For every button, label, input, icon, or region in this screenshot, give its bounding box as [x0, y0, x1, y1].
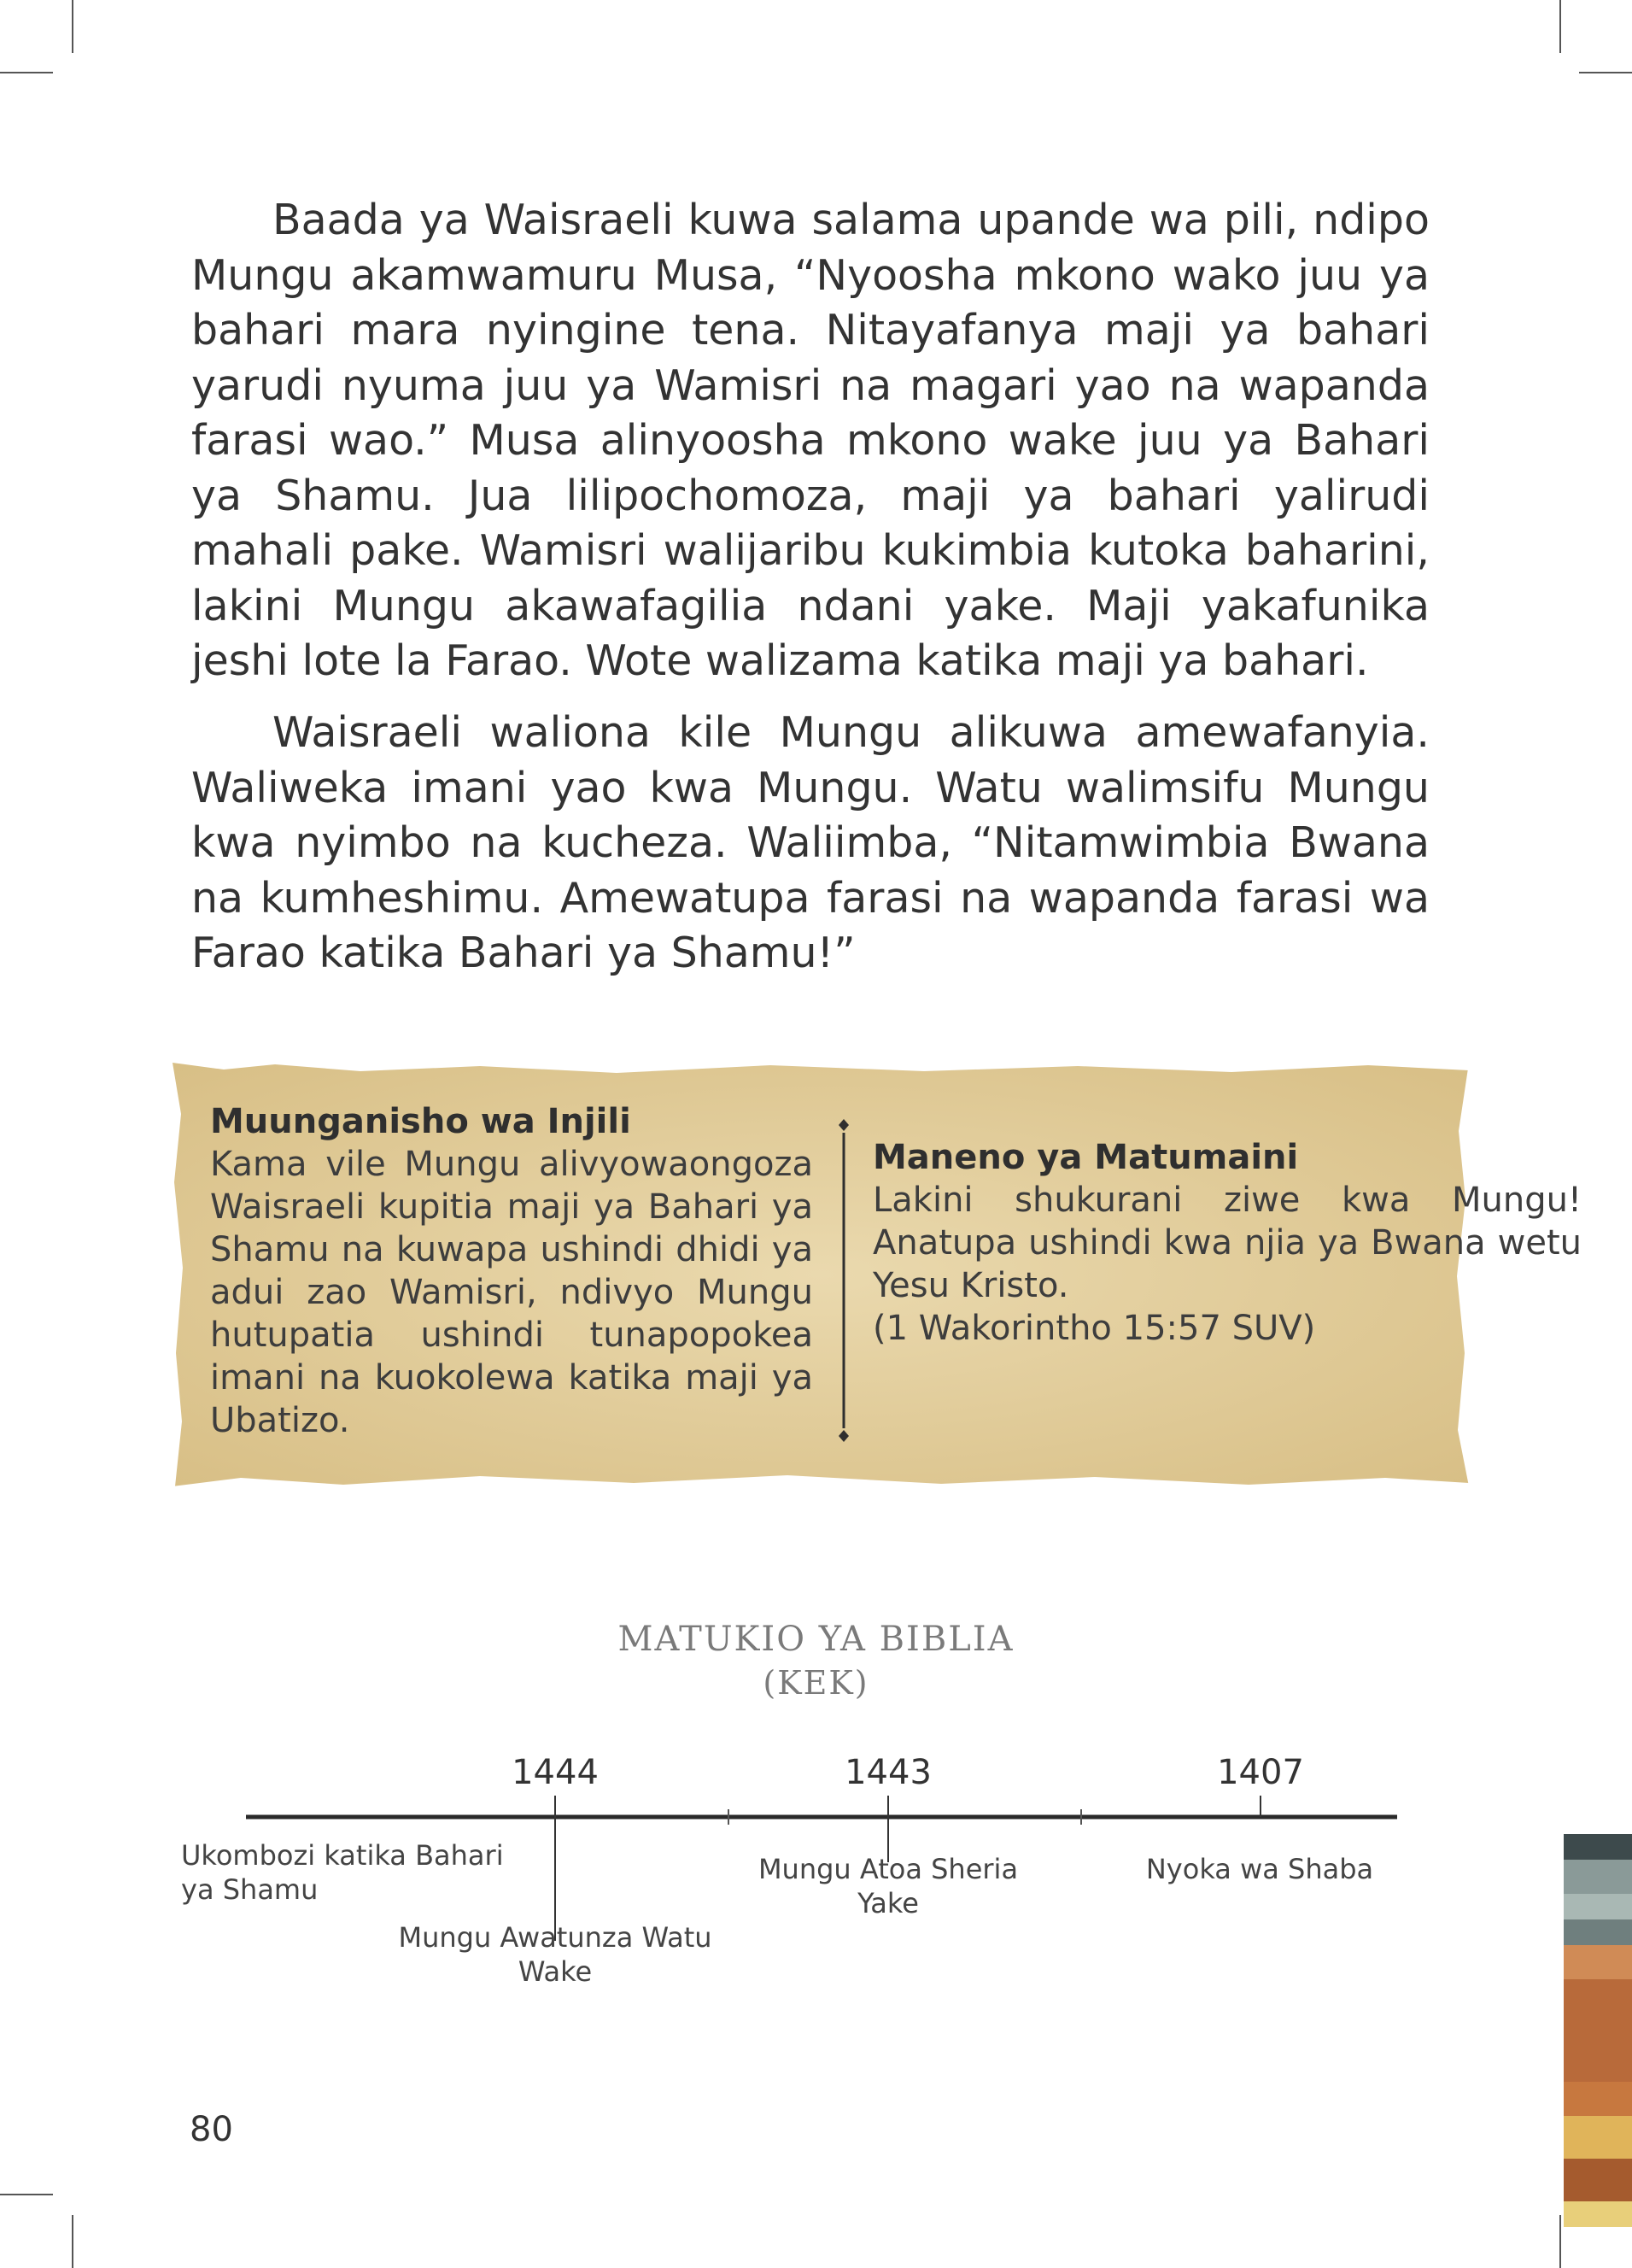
- crop-mark: [1559, 2215, 1561, 2268]
- scripture-reference: (1 Wakorintho 15:57 SUV): [873, 1309, 1316, 1348]
- timeline-event: Nyoka wa Shaba: [1145, 1853, 1374, 1885]
- crop-mark: [72, 2215, 73, 2268]
- timeline-event: Ukombozi katika Bahari ya Shamu: [181, 1839, 504, 1906]
- gospel-connection-box: [173, 1063, 1582, 1486]
- words-of-hope-text: Lakini shukurani ziwe kwa Mungu! Anatupa ushindi kwa njia ya Bwana wetu Yesu Kristo.: [873, 1181, 1582, 1305]
- timeline-title: MATUKIO YA BIBLIA: [617, 1620, 1015, 1659]
- paragraph-text: Baada ya Waisraeli kuwa salama upande wa pili, ndipo Mungu akamwamuru Musa, “Nyoosha mkono wako juu ya bahari mara nyingine tena. Nitayafanya maji ya bahari yarudi nyuma juu ya Wamisri na magari yao na wapanda farasi wao.” Musa alinyoosha mkono wake juu ya Bahari ya Shamu. Jua lilipochomoza, maji ya bahari yalirudi mahali pake. Wamisri walijaribu kukimbia kutoka baharini, lakini Mungu akawafagilia ndani yake. Maji yakafunika jeshi lote la Farao. Wote walizama katika maji ya bahari.: [191, 196, 1430, 685]
- crop-mark: [1559, 0, 1561, 53]
- story-paragraph-1: [191, 193, 1430, 689]
- timeline-year: 1443: [845, 1753, 932, 1792]
- crop-mark: [1579, 72, 1632, 73]
- timeline-year: 1407: [1217, 1753, 1304, 1792]
- words-of-hope-title: Maneno ya Matumaini: [873, 1138, 1299, 1177]
- timeline-year: 1444: [512, 1753, 599, 1792]
- column-divider: [837, 1119, 851, 1442]
- gospel-connection-text: Kama vile Mungu alivyowaongoza Waisraeli kupitia maji ya Bahari ya Shamu na kuwapa ushindi dhidi ya adui zao Wamisri, ndivyo Mungu hutupatia ushindi tunapopokea imani na kuokolewa katika maji ya Ubatizo.: [210, 1145, 813, 1440]
- timeline-event: Mungu Atoa Sheria Yake: [758, 1853, 1019, 1919]
- crop-mark: [0, 2194, 53, 2195]
- crop-mark: [0, 72, 53, 73]
- timeline-event: Mungu Awatunza Watu Wake: [398, 1921, 712, 1988]
- words-of-hope-column: [873, 1136, 1582, 1350]
- crop-mark: [72, 0, 73, 53]
- paragraph-text: Waisraeli waliona kile Mungu alikuwa amewafanyia. Waliweka imani yao kwa Mungu. Watu walimsifu Mungu kwa nyimbo na kucheza. Waliimba, “Nitamwimbia Bwana na kumheshimu. Amewatupa farasi na wapanda farasi wa Farao katika Bahari ya Shamu!”: [191, 708, 1430, 977]
- gospel-connection-column: [210, 1100, 813, 1442]
- story-paragraph-2: [191, 706, 1430, 982]
- gospel-connection-title: Muunganisho wa Injili: [210, 1102, 631, 1141]
- page-number: 80: [190, 2110, 233, 2149]
- timeline-subtitle: (KEK): [763, 1664, 869, 1702]
- edge-illustration: [1564, 1834, 1632, 2227]
